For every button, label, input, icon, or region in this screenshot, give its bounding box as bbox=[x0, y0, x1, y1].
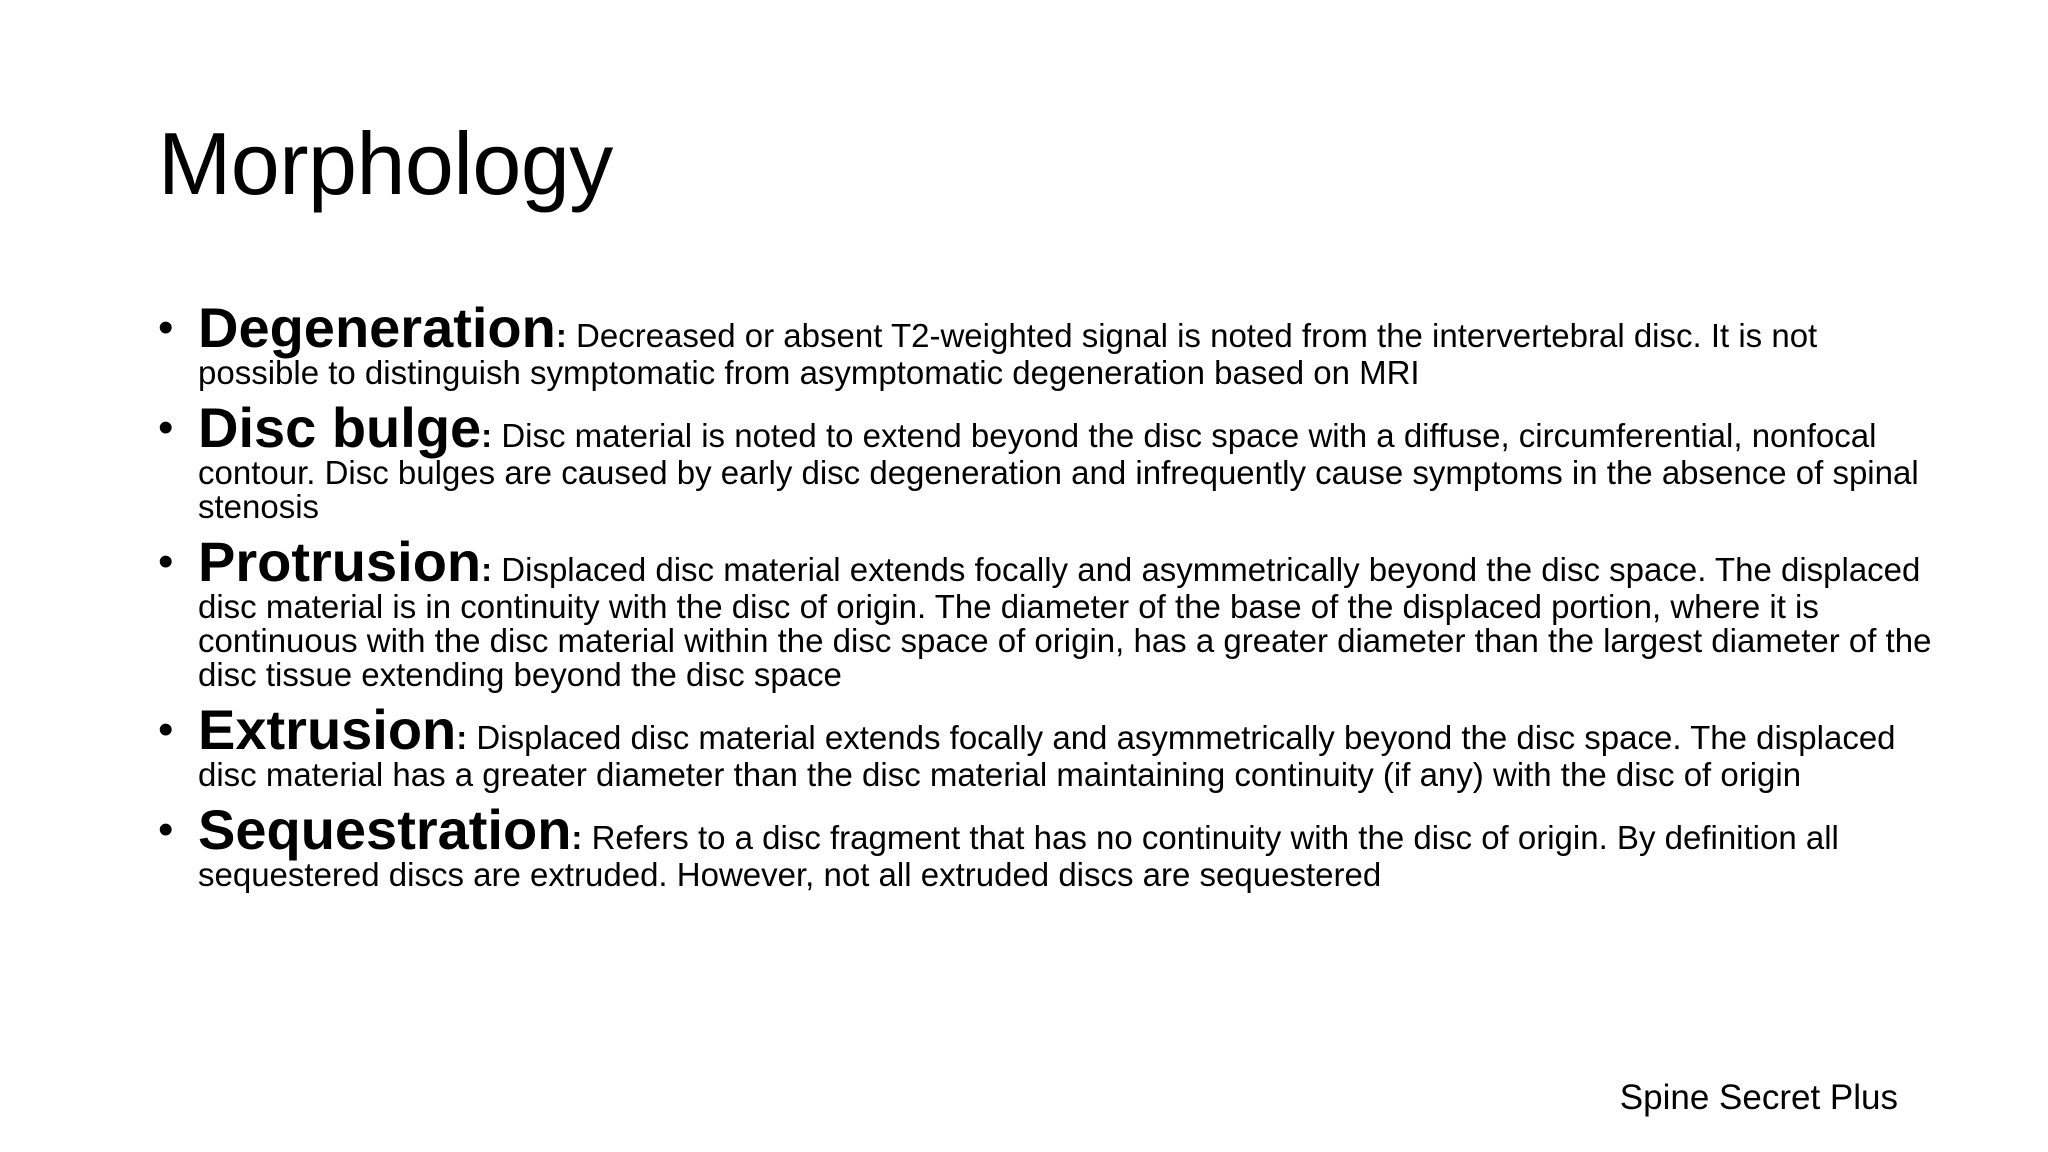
term-protrusion: Protrusion bbox=[198, 530, 482, 593]
term-sequestration: Sequestration bbox=[198, 798, 572, 861]
term-separator: : bbox=[481, 417, 493, 454]
bullet-text bbox=[198, 396, 1938, 525]
bullet-item-protrusion bbox=[158, 530, 1938, 693]
bullet-dot-icon: • bbox=[158, 403, 174, 452]
definition-disc-bulge: Disc material is noted to extend beyond the disc space with a diffuse, circumferential, nonfocal contour. Disc bulges are caused by early disc degeneration and infrequently cause symptoms in the absence of spinal stenosis bbox=[198, 417, 1919, 525]
term-separator: : bbox=[456, 719, 468, 756]
bullet-dot-icon: • bbox=[158, 805, 174, 854]
bullet-dot-icon: • bbox=[158, 537, 174, 586]
bullet-item-sequestration bbox=[158, 798, 1938, 893]
term-degeneration: Degeneration bbox=[198, 296, 556, 359]
bullet-list bbox=[158, 296, 1938, 902]
term-separator: : bbox=[555, 317, 567, 354]
bullet-text bbox=[198, 530, 1938, 693]
definition-degeneration: Decreased or absent T2-weighted signal is noted from the intervertebral disc. It is not possible to distinguish symptomatic from asymptomatic degeneration based on MRI bbox=[198, 317, 1818, 391]
bullet-item-degeneration bbox=[158, 296, 1938, 391]
bullet-text bbox=[198, 698, 1938, 793]
bullet-dot-icon: • bbox=[158, 303, 174, 352]
term-disc-bulge: Disc bulge bbox=[198, 396, 482, 459]
bullet-text bbox=[198, 296, 1938, 391]
term-extrusion: Extrusion bbox=[198, 698, 457, 761]
bullet-text bbox=[198, 798, 1938, 893]
definition-extrusion: Displaced disc material extends focally and asymmetrically beyond the disc space. The displaced disc material has a greater diameter than the disc material maintaining continuity (if any) with the disc of origin bbox=[198, 719, 1896, 793]
definition-protrusion: Displaced disc material extends focally and asymmetrically beyond the disc space. The displaced disc material is in continuity with the disc of origin. The diameter of the base of the displaced portion, where it is continuous with the disc material within the disc space of origin, has a greater diameter than the largest diameter of the disc tissue extending beyond the disc space bbox=[198, 551, 1932, 693]
term-separator: : bbox=[481, 551, 493, 588]
slide-title: Morphology bbox=[158, 114, 613, 213]
term-separator: : bbox=[571, 819, 583, 856]
slide-footer: Spine Secret Plus bbox=[1619, 1078, 1898, 1117]
bullet-item-extrusion bbox=[158, 698, 1938, 793]
bullet-item-disc-bulge bbox=[158, 396, 1938, 525]
definition-sequestration: Refers to a disc fragment that has no continuity with the disc of origin. By definition all sequestered discs are extruded. However, not all extruded discs are sequestered bbox=[198, 819, 1839, 893]
bullet-dot-icon: • bbox=[158, 705, 174, 754]
